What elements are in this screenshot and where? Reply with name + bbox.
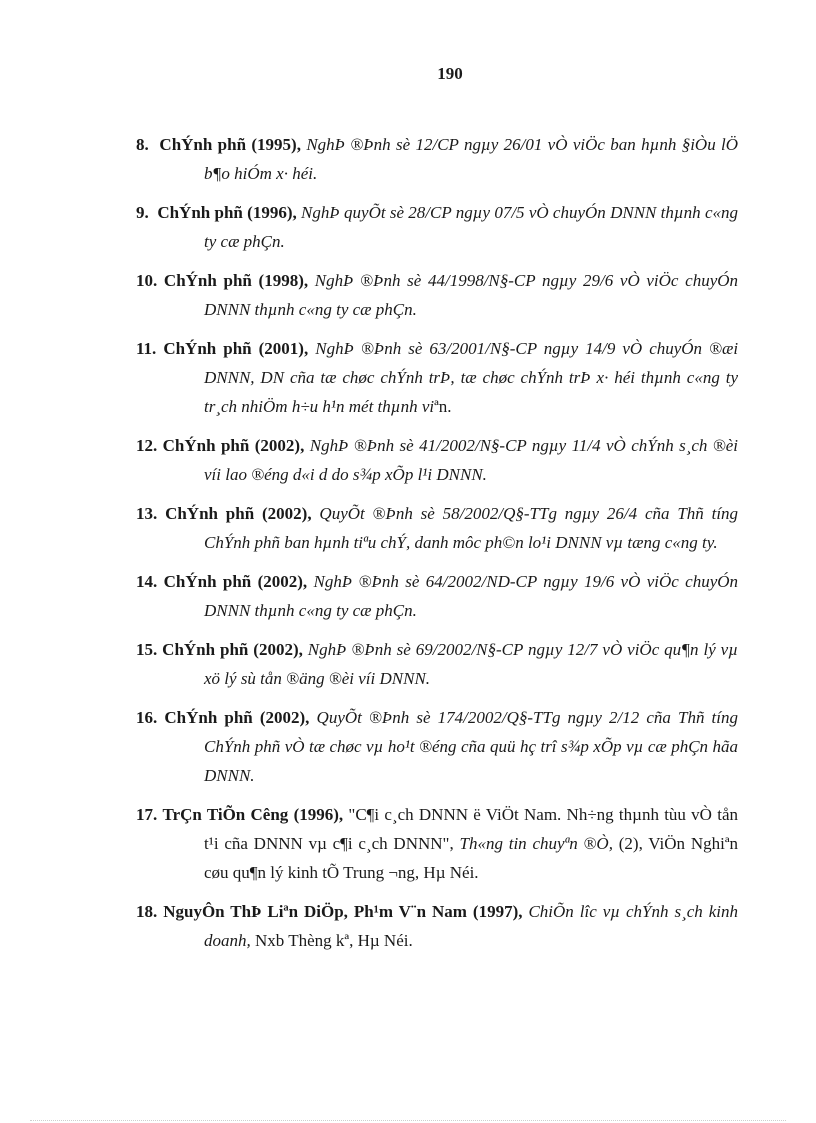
reference-tail: (2), ViÖn Nghiªn cøu qu¶n lý kinh tÕ Trung ¬ng, Hµ Néi. <box>204 834 739 882</box>
reference-number: 15. <box>136 640 158 659</box>
reference-number: 13. <box>136 504 158 523</box>
reference-author: NguyÔn ThÞ Liªn DiÖp, Ph¹m V¨n Nam <box>163 902 467 921</box>
reference-title: NghÞ ®Þnh sè 63/2001/N§-CP ngµy 14/9 vÒ chuyÓn ®æi DNNN, DN cña tæ chøc chÝnh trÞ, tæ chøc chÝnh trÞ x· héi thµnh c«ng ty tr¸ch nhiÖm h÷u h¹n mét thµnh vi <box>204 339 739 416</box>
reference-year: (2002), <box>257 572 308 591</box>
reference-item <box>136 703 738 790</box>
reference-year: (2002), <box>259 708 310 727</box>
reference-item <box>136 334 738 421</box>
reference-title: NghÞ ®Þnh sè 69/2002/N§-CP ngµy 12/7 vÒ viÖc qu¶n lý vµ xö lý sù tån ®äng ®èi víi DNNN. <box>204 640 739 688</box>
reference-author: ChÝnh phñ <box>163 339 252 358</box>
reference-year: (1995), <box>251 135 301 154</box>
reference-number: 9. <box>136 203 149 222</box>
reference-year: (2002), <box>254 436 305 455</box>
reference-tail: Nxb Thèng kª, Hµ Néi. <box>255 931 413 950</box>
reference-year: (2002), <box>253 640 303 659</box>
reference-title: NghÞ ®Þnh sè 41/2002/N§-CP ngµy 11/4 vÒ chÝnh s¸ch ®èi víi lao ®éng d«i d do s¾p xÕp l¹i DNNN. <box>204 436 739 484</box>
reference-author: ChÝnh phñ <box>157 203 243 222</box>
reference-number: 11. <box>136 339 157 358</box>
reference-item <box>136 800 738 887</box>
reference-year: (1996), <box>247 203 297 222</box>
reference-year: (2001), <box>258 339 309 358</box>
reference-number: 18. <box>136 902 158 921</box>
page-bottom-border <box>30 1120 786 1121</box>
reference-item <box>136 499 738 557</box>
reference-author: ChÝnh phñ <box>162 640 249 659</box>
reference-year: (1997), <box>472 902 523 921</box>
reference-item <box>136 897 738 955</box>
reference-item <box>136 431 738 489</box>
reference-author: ChÝnh phñ <box>159 135 247 154</box>
reference-author: TrÇn TiÕn Cêng <box>162 805 289 824</box>
reference-number: 12. <box>136 436 158 455</box>
reference-tail: ªn. <box>434 397 452 416</box>
reference-title: QuyÕt ®Þnh sè 58/2002/Q§-TTg ngµy 26/4 cña Thñ tíng ChÝnh phñ ban hµnh tiªu chÝ, danh môc ph©n lo¹i DNNN vµ tæng c«ng ty. <box>204 504 739 552</box>
reference-author: ChÝnh phñ <box>163 271 252 290</box>
reference-title: NghÞ quyÕt sè 28/CP ngµy 07/5 vÒ chuyÓn DNNN thµnh c«ng ty cæ phÇn. <box>204 203 738 251</box>
reference-year: (2002), <box>262 504 312 523</box>
reference-list <box>136 130 738 965</box>
reference-number: 10. <box>136 271 158 290</box>
reference-number: 16. <box>136 708 158 727</box>
reference-item <box>136 130 738 188</box>
reference-item <box>136 198 738 256</box>
reference-title: NghÞ ®Þnh sè 12/CP ngµy 26/01 vÒ viÖc ban hµnh §iÒu lÖ b¶o hiÓm x· héi. <box>204 135 739 183</box>
reference-number: 17. <box>136 805 158 824</box>
reference-author: ChÝnh phñ <box>163 572 252 591</box>
reference-year: (1996), <box>293 805 344 824</box>
reference-publication: "C¶i c¸ch DNNN ë ViÖt Nam. Nh÷ng thµnh tùu vÒ tån t¹i cña DNNN vµ c¶i c¸ch DNNN", <box>204 805 738 853</box>
reference-title: NghÞ ®Þnh sè 64/2002/ND-CP ngµy 19/6 vÒ viÖc chuyÓn DNNN thµnh c«ng ty cæ phÇn. <box>204 572 739 620</box>
reference-title: QuyÕt ®Þnh sè 174/2002/Q§-TTg ngµy 2/12 cña Thñ tíng ChÝnh phñ vÒ tæ chøc vµ ho¹t ®éng cña quü hç trî s¾p xÕp vµ cæ phÇn hãa DNNN. <box>204 708 738 785</box>
page-number: 190 <box>437 64 463 83</box>
reference-title: NghÞ ®Þnh sè 44/1998/N§-CP ngµy 29/6 vÒ viÖc chuyÓn DNNN thµnh c«ng ty cæ phÇn. <box>204 271 739 319</box>
reference-item <box>136 266 738 324</box>
reference-number: 8. <box>136 135 149 154</box>
reference-author: ChÝnh phñ <box>165 504 255 523</box>
reference-year: (1998), <box>258 271 309 290</box>
reference-item <box>136 567 738 625</box>
reference-author: ChÝnh phñ <box>162 436 250 455</box>
reference-author: ChÝnh phñ <box>164 708 253 727</box>
reference-number: 14. <box>136 572 158 591</box>
reference-title: ChiÕn lîc vµ chÝnh s¸ch kinh doanh, <box>204 902 739 950</box>
reference-item <box>136 635 738 693</box>
reference-journal: Th«ng tin chuyªn ®Ò, <box>459 834 613 853</box>
